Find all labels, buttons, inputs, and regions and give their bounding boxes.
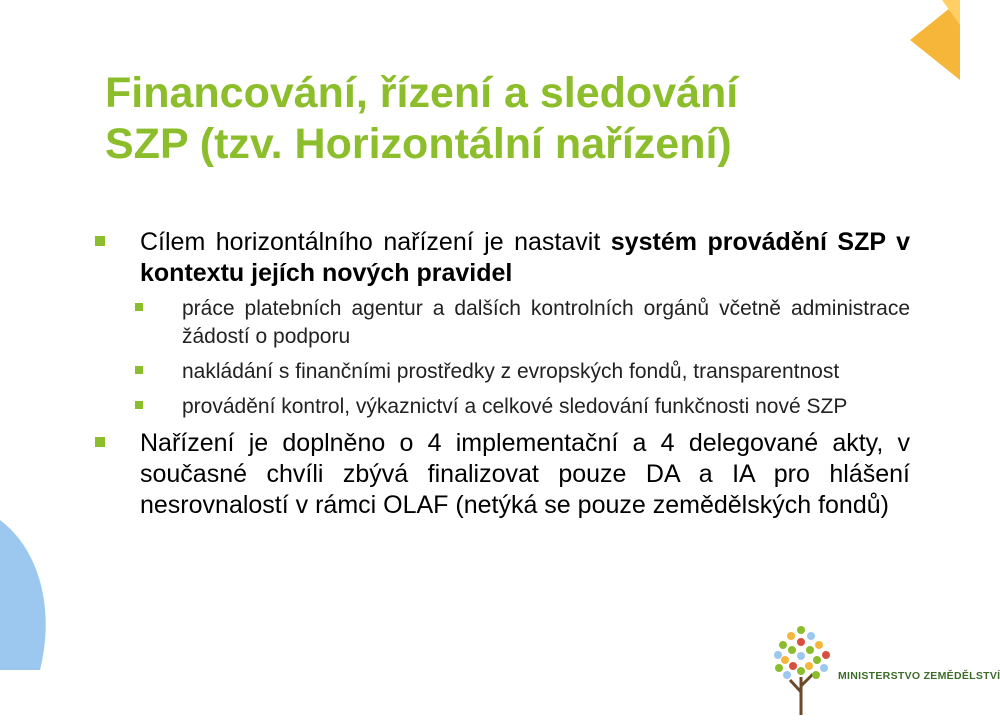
sub-bullet-funds-text: nakládání s finančními prostředky z evropských fondů, transparentnost bbox=[182, 360, 840, 383]
sub-bullet-funds bbox=[95, 358, 910, 386]
decorative-side-shape bbox=[0, 520, 60, 670]
title-line-1: Financování, řízení a sledování bbox=[105, 69, 739, 117]
logo-text: MINISTERSTVO ZEMĚDĚLSTVÍ bbox=[838, 670, 1000, 682]
bullet-goal-text: Cílem horizontálního nařízení je nastavit bbox=[140, 228, 611, 256]
bullet-regulation bbox=[95, 428, 910, 521]
bullet-list bbox=[95, 227, 910, 527]
square-bullet-icon bbox=[135, 401, 143, 409]
slide-title bbox=[105, 68, 905, 170]
square-bullet-icon bbox=[95, 236, 105, 246]
tree-icon bbox=[770, 622, 834, 716]
square-bullet-icon bbox=[95, 437, 105, 447]
sub-bullet-controls-text: provádění kontrol, výkaznictví a celkové sledování funkčnosti nové SZP bbox=[182, 395, 848, 418]
sub-bullet-controls bbox=[95, 393, 910, 421]
ministry-logo bbox=[748, 612, 1000, 720]
title-line-2: SZP (tzv. Horizontální nařízení) bbox=[105, 120, 732, 168]
sub-bullet-agencies-text: práce platebních agentur a dalších kontrolních orgánů včetně administrace žádostí o podporu bbox=[182, 297, 910, 348]
bullet-regulation-text: Nařízení je doplněno o 4 implementační a 4 delegované akty, v současné chvíli zbývá finalizovat pouze DA a IA pro hlášení nesrovnalostí v rámci OLAF (netýká se pouze zemědělských fondů) bbox=[140, 429, 910, 519]
square-bullet-icon bbox=[135, 366, 143, 374]
square-bullet-icon bbox=[135, 303, 143, 311]
bullet-goal bbox=[95, 227, 910, 289]
bullet-goal-bold-text: systém provádění SZP v kontextu jejích nových pravidel bbox=[140, 228, 910, 287]
sub-bullet-agencies bbox=[95, 295, 910, 351]
